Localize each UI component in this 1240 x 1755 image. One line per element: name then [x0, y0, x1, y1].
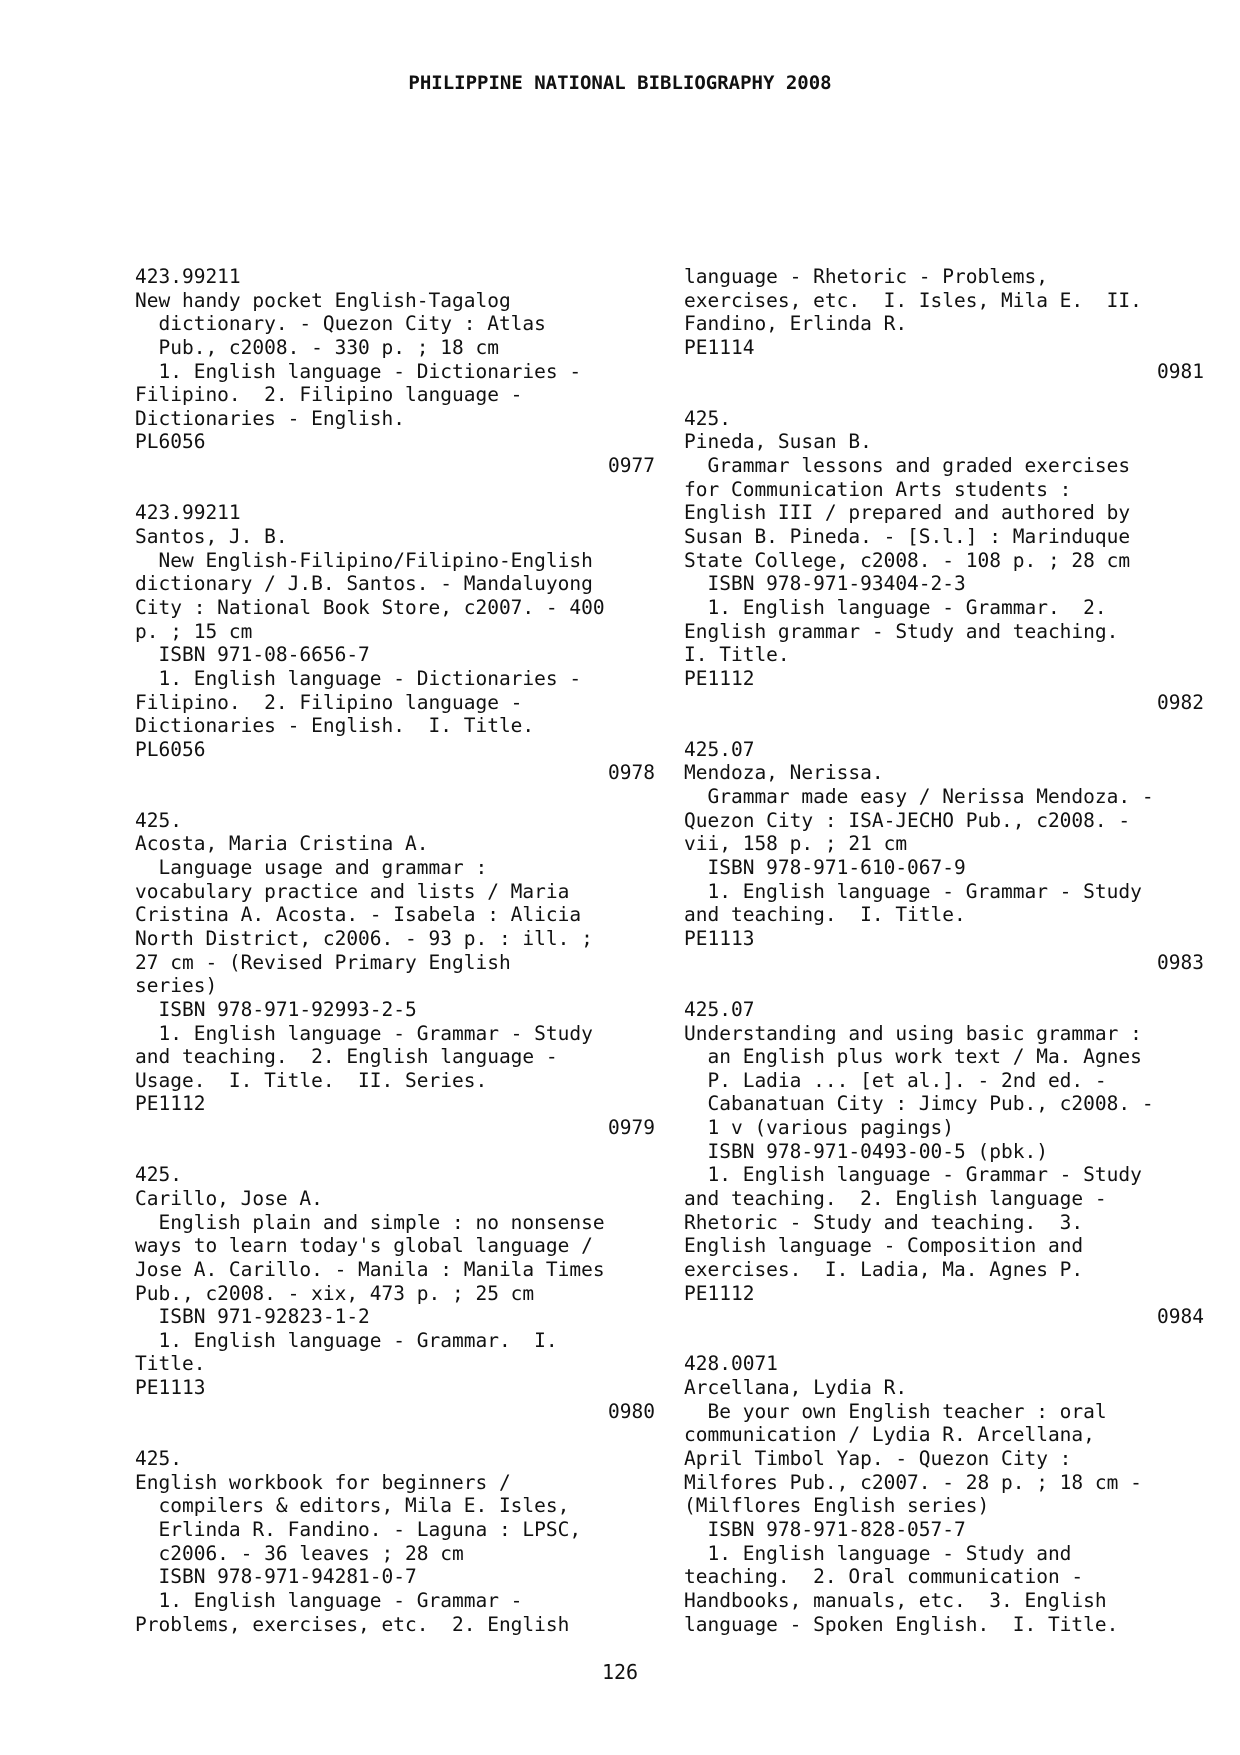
record-line: Quezon City : ISA-JECHO Pub., c2008. - [684, 808, 1131, 832]
record-line: English workbook for beginners / [135, 1470, 511, 1494]
record-line: PE1113 [135, 1376, 206, 1400]
record-line: Dictionaries - English. [135, 406, 406, 430]
record-line: language - Spoken English. I. Title. [684, 1612, 1119, 1636]
record-line: Cristina A. Acosta. - Isabela : Alicia [135, 903, 582, 927]
record-line: Acosta, Maria Cristina A. [135, 832, 429, 856]
record-line: 423.99211 [135, 265, 241, 288]
record-line: Problems, exercises, etc. 2. English [135, 1612, 570, 1636]
record-line: c2006. - 36 leaves ; 28 cm [135, 1541, 464, 1565]
record-line: 425. [135, 1163, 182, 1187]
record-line: (Milflores English series) [684, 1494, 990, 1518]
record-line: P. Ladia ... [et al.]. - 2nd ed. - [684, 1068, 1107, 1092]
blank-line [135, 1140, 655, 1164]
record-line: series) [135, 974, 218, 998]
blank-line [135, 1423, 655, 1447]
record-line: State College, c2008. - 108 p. ; 28 cm [684, 548, 1131, 572]
record-line: and teaching. 2. English language - [684, 1186, 1107, 1210]
record-line: ISBN 971-08-6656-7 [135, 643, 370, 667]
record-line: Filipino. 2. Filipino language - [135, 690, 523, 714]
entry-number: 0982 [1157, 690, 1204, 714]
record-line: 1 v (various pagings) [684, 1116, 955, 1140]
record-line: 425. [135, 808, 182, 832]
record-line: Milfores Pub., c2007. - 28 p. ; 18 cm - [684, 1470, 1142, 1494]
entry-number: 0981 [1157, 359, 1204, 383]
record-line: teaching. 2. Oral communication - [684, 1565, 1084, 1589]
record-line: 425.07 [684, 737, 755, 761]
record-line: an English plus work text / Ma. Agnes [684, 1045, 1142, 1069]
record-line: dictionary / J.B. Santos. - Mandaluyong [135, 572, 593, 596]
record-line: Fandino, Erlinda R. [684, 312, 908, 336]
record-line: 423.99211 [135, 501, 241, 525]
record-line: Jose A. Carillo. - Manila : Manila Times [135, 1257, 605, 1281]
record-line: April Timbol Yap. - Quezon City : [684, 1447, 1072, 1471]
record-line: ISBN 978-971-0493-00-5 (pbk.) [684, 1139, 1048, 1163]
record-line: PE1112 [135, 1092, 206, 1116]
record-line: PE1114 [684, 335, 755, 359]
record-line: City : National Book Store, c2007. - 400 [135, 595, 605, 619]
record-line: Carillo, Jose A. [135, 1186, 323, 1210]
entry-number: 0983 [1157, 950, 1204, 974]
entry-number: 0977 [608, 454, 655, 478]
record-line: Title. [135, 1352, 206, 1376]
record-line: Grammar lessons and graded exercises [684, 454, 1131, 478]
entry-number: 0979 [608, 1116, 655, 1140]
entry-number: 0978 [608, 761, 655, 785]
record-line: ISBN 978-971-610-067-9 [684, 856, 966, 880]
record-line: ISBN 978-971-92993-2-5 [135, 997, 417, 1021]
record-line: 27 cm - (Revised Primary English [135, 950, 511, 974]
record-line: North District, c2006. - 93 p. : ill. ; [135, 926, 593, 950]
record-line: dictionary. - Quezon City : Atlas [135, 312, 546, 336]
record-line: Usage. I. Title. II. Series. [135, 1068, 488, 1092]
record-line: Grammar made easy / Nerissa Mendoza. - [684, 785, 1154, 809]
record-line: Arcellana, Lydia R. [684, 1376, 908, 1400]
record-line: 1. English language - Grammar - Study [135, 1021, 593, 1045]
record-line: 1. English language - Grammar - Study [684, 879, 1142, 903]
record-line: Erlinda R. Fandino. - Laguna : LPSC, [135, 1517, 582, 1541]
record-line: I. Title. [684, 643, 790, 667]
record-line: and teaching. 2. English language - [135, 1045, 558, 1069]
record-line: 1. English language - Dictionaries - [135, 666, 582, 690]
record-line: Santos, J. B. [135, 525, 288, 549]
record-line: Pineda, Susan B. [684, 430, 872, 454]
record-line: Dictionaries - English. I. Title. [135, 714, 535, 738]
record-line: Handbooks, manuals, etc. 3. English [684, 1588, 1107, 1612]
blank-line [135, 785, 655, 809]
record-line: p. ; 15 cm [135, 619, 253, 643]
page-title: PHILIPPINE NATIONAL BIBLIOGRAPHY 2008 [408, 72, 832, 94]
record-line: compilers & editors, Mila E. Isles, [135, 1494, 570, 1518]
record-line: 428.0071 [684, 1352, 778, 1376]
blank-line [135, 478, 655, 502]
entry-number: 0980 [608, 1399, 655, 1423]
record-line: PE1112 [684, 1281, 755, 1305]
record-line: ways to learn today's global language / [135, 1234, 593, 1258]
record-line: Rhetoric - Study and teaching. 3. [684, 1210, 1084, 1234]
record-line: English language - Composition and [684, 1234, 1084, 1258]
record-line: Pub., c2008. - 330 p. ; 18 cm [135, 335, 499, 359]
record-line: 425. [684, 406, 731, 430]
blank-line [684, 974, 1204, 998]
record-line: ISBN 978-971-94281-0-7 [135, 1565, 417, 1589]
record-line: 1. English language - Grammar - Study [684, 1163, 1142, 1187]
left-column [135, 265, 655, 1636]
record-line: PE1113 [684, 926, 755, 950]
record-line: PL6056 [135, 737, 206, 761]
record-line: ISBN 978-971-93404-2-3 [684, 572, 966, 596]
record-line: exercises, etc. I. Isles, Mila E. II. [684, 288, 1142, 312]
record-line: New English-Filipino/Filipino-English [135, 548, 593, 572]
record-line: English plain and simple : no nonsense [135, 1210, 605, 1234]
blank-line [684, 714, 1204, 738]
record-line: 425. [135, 1447, 182, 1471]
record-line: communication / Lydia R. Arcellana, [684, 1423, 1095, 1447]
record-line: Susan B. Pineda. - [S.l.] : Marinduque [684, 525, 1131, 549]
record-line: Filipino. 2. Filipino language - [135, 383, 523, 407]
record-line: exercises. I. Ladia, Ma. Agnes P. [684, 1257, 1084, 1281]
record-line: English III / prepared and authored by [684, 501, 1131, 525]
record-line: 1. English language - Grammar. 2. [684, 595, 1107, 619]
record-line: 425.07 [684, 997, 755, 1021]
record-line: ISBN 971-92823-1-2 [135, 1305, 370, 1329]
record-line: Mendoza, Nerissa. [684, 761, 884, 785]
record-line: Language usage and grammar : [135, 856, 488, 880]
record-line: 1. English language - Study and [684, 1541, 1072, 1565]
record-line: vocabulary practice and lists / Maria [135, 879, 570, 903]
record-line: for Communication Arts students : [684, 477, 1072, 501]
record-line: English grammar - Study and teaching. [684, 619, 1119, 643]
entry-number: 0984 [1157, 1305, 1204, 1329]
record-line: Pub., c2008. - xix, 473 p. ; 25 cm [135, 1281, 535, 1305]
record-line: language - Rhetoric - Problems, [684, 265, 1048, 288]
record-line: and teaching. I. Title. [684, 903, 966, 927]
record-line: Cabanatuan City : Jimcy Pub., c2008. - [684, 1092, 1154, 1116]
blank-line [684, 383, 1204, 407]
record-line: PE1112 [684, 666, 755, 690]
record-line: 1. English language - Grammar. I. [135, 1328, 558, 1352]
record-line: ISBN 978-971-828-057-7 [684, 1517, 966, 1541]
record-line: vii, 158 p. ; 21 cm [684, 832, 908, 856]
record-line: 1. English language - Dictionaries - [135, 359, 582, 383]
record-line: Understanding and using basic grammar : [684, 1021, 1142, 1045]
record-line: 1. English language - Grammar - [135, 1588, 523, 1612]
record-line: PL6056 [135, 430, 206, 454]
right-column [684, 265, 1204, 1636]
record-line: Be your own English teacher : oral [684, 1399, 1107, 1423]
page-number: 126 [601, 1660, 639, 1684]
blank-line [684, 1329, 1204, 1353]
record-line: New handy pocket English-Tagalog [135, 288, 511, 312]
